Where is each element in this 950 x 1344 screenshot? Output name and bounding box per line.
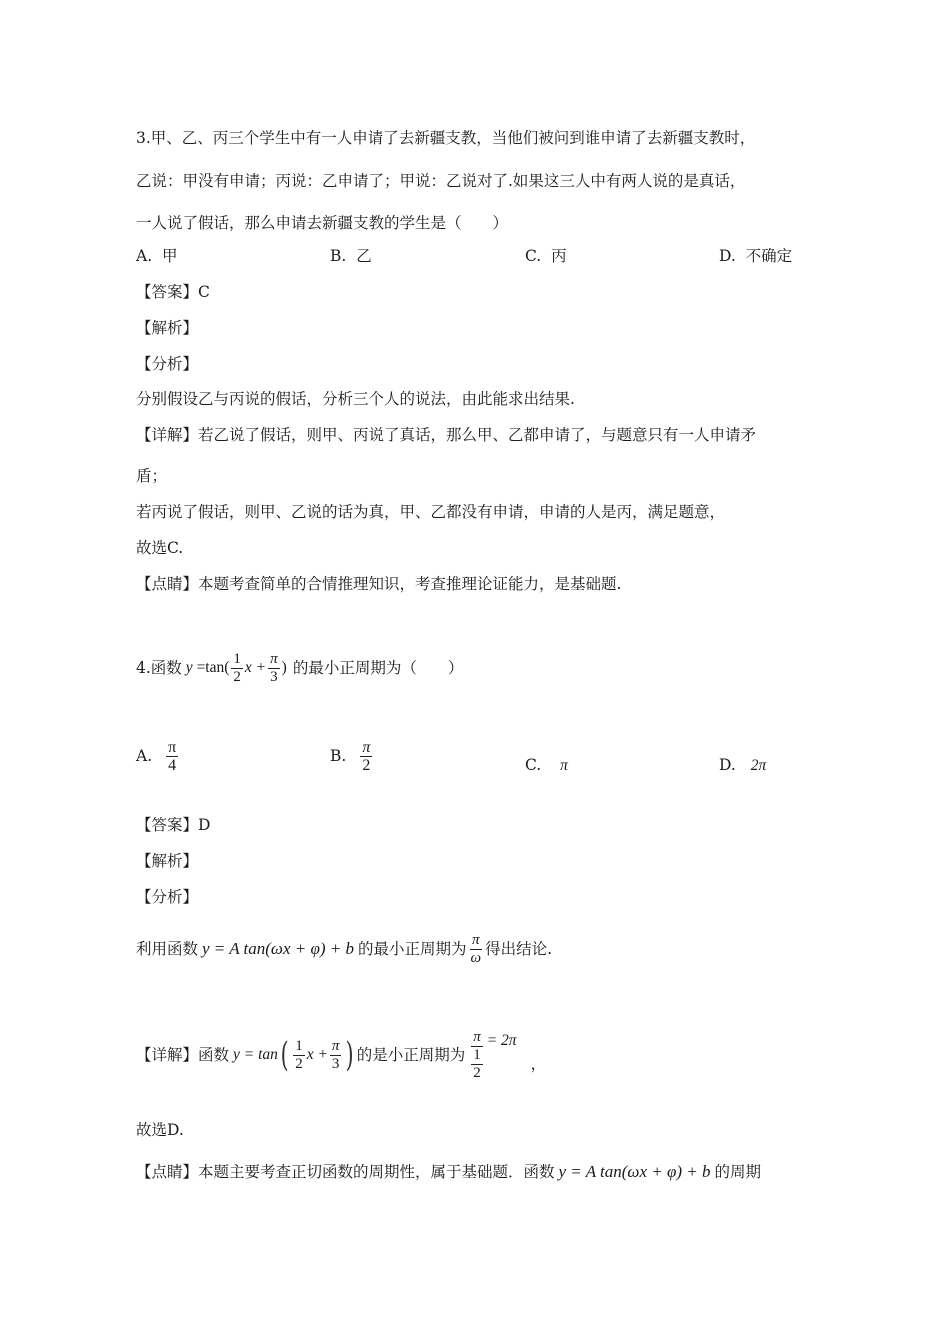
numerator: π — [362, 738, 371, 756]
option-text: 2π — [750, 757, 767, 774]
denominator: ω — [470, 949, 482, 966]
fenxi-formula: y = A tan(ωx + φ) + b — [202, 939, 354, 958]
period-result: = 2π — [486, 1031, 517, 1049]
numerator: π — [473, 1028, 481, 1045]
numerator: 1 — [295, 1037, 303, 1054]
q3-stem-line1: 3.甲、乙、丙三个学生中有一人申请了去新疆支教，当他们被问到谁申请了去新疆支教时， — [136, 129, 756, 147]
detail-fraction-half — [293, 1038, 305, 1073]
option-text: 乙 — [356, 247, 372, 265]
denominator: 4 — [168, 756, 177, 774]
q3-comment: 【点睛】本题考查简单的合情推理知识，考查推理论证能力，是基础题. — [136, 575, 622, 593]
q4-fenxi-heading: 【分析】 — [136, 888, 199, 906]
formula-y: y — [185, 659, 193, 676]
detail-mid: 的是小正周期为 — [356, 1046, 466, 1064]
q3-answer: 【答案】C — [136, 283, 210, 301]
q3-stem-line2: 乙说：甲没有申请；丙说：乙申请了；甲说：乙说对了.如果这三人中有两人说的是真话， — [136, 172, 746, 190]
denominator — [469, 1047, 485, 1082]
formula-close: ) — [281, 659, 287, 676]
q3-conclusion: 故选C. — [136, 539, 184, 557]
fenxi-mid: 的最小正周期为 — [358, 940, 467, 958]
option-letter: B. — [330, 247, 347, 265]
detail-comma: ， — [530, 1055, 547, 1073]
q4-jiexi-heading: 【解析】 — [136, 852, 199, 870]
fraction-pi-third — [268, 651, 280, 686]
option-letter: A. — [136, 247, 153, 265]
formula-x: x + — [244, 659, 267, 676]
right-paren: ) — [346, 1035, 355, 1075]
denominator: 3 — [331, 1055, 340, 1072]
fenxi-fraction — [469, 932, 484, 967]
q3-stem-line3: 一人说了假话，那么申请去新疆支教的学生是（ ） — [136, 214, 509, 232]
option-letter: C. — [525, 247, 542, 265]
inner-numerator: 1 — [473, 1046, 481, 1063]
q4-answer: 【答案】D — [136, 816, 211, 834]
detail-period-expression — [467, 1029, 516, 1082]
formula-tan: =tan( — [196, 659, 230, 676]
option-letter: C. — [525, 756, 542, 774]
numerator: π — [331, 1037, 340, 1054]
q4-option-b — [330, 732, 374, 780]
option-letter: A. — [136, 747, 153, 765]
q4-option-d — [719, 755, 766, 776]
denominator: 2 — [362, 756, 371, 774]
detail-x: x + — [306, 1046, 328, 1063]
denominator: 2 — [233, 668, 241, 685]
fenxi-post: 得出结论. — [485, 940, 553, 958]
q4-prefix: 4.函数 — [136, 659, 182, 677]
q4-suffix: 的最小正周期为（ ） — [292, 659, 464, 677]
q3-option-b — [330, 246, 372, 266]
q4-stem — [136, 648, 463, 688]
inner-denominator: 2 — [473, 1064, 481, 1081]
option-fraction — [166, 739, 178, 774]
denominator: 2 — [295, 1055, 303, 1072]
comment-pre: 【点睛】本题主要考查正切函数的周期性，属于基础题．函数 — [136, 1163, 555, 1181]
numerator: π — [270, 650, 278, 667]
fraction-half — [231, 651, 243, 686]
q3-option-c — [525, 246, 567, 266]
denominator: 3 — [270, 668, 278, 685]
option-text: π — [560, 757, 568, 774]
q3-detail-line2: 盾； — [136, 467, 168, 485]
option-text: 不确定 — [745, 247, 793, 265]
q4-detail-line — [136, 1020, 546, 1090]
q4-fenxi-line — [136, 924, 552, 974]
comment-post: 的周期 — [714, 1163, 762, 1181]
q3-fenxi-heading: 【分析】 — [136, 355, 199, 373]
option-letter: D. — [719, 756, 736, 774]
q4-conclusion: 故选D. — [136, 1121, 184, 1139]
option-text: 甲 — [161, 247, 178, 265]
q3-detail-line3: 若丙说了假话，则甲、乙说的话为真，甲、乙都没有申请，申请的人是丙，满足题意， — [136, 503, 726, 521]
q4-comment-line — [136, 1152, 761, 1192]
left-paren: ( — [280, 1035, 289, 1075]
option-fraction — [360, 739, 372, 774]
numerator: π — [472, 931, 480, 948]
detail-formula — [233, 1045, 278, 1065]
q4-option-c — [525, 755, 568, 776]
q4-formula — [186, 648, 287, 688]
option-letter: B. — [330, 747, 347, 765]
q3-jiexi-heading: 【解析】 — [136, 319, 199, 337]
numerator: 1 — [233, 650, 241, 667]
option-letter: D. — [719, 247, 736, 265]
option-text: 丙 — [551, 247, 567, 265]
comment-formula: y = A tan(ωx + φ) + b — [558, 1162, 711, 1181]
q4-option-a — [136, 732, 180, 780]
q3-option-d — [719, 246, 792, 266]
formula-y-tan: y = tan — [233, 1046, 278, 1063]
detail-fraction-pi-third — [330, 1038, 342, 1073]
q3-option-a — [136, 246, 178, 266]
detail-pre: 【详解】函数 — [136, 1046, 230, 1064]
numerator: π — [168, 738, 177, 756]
fenxi-pre: 利用函数 — [136, 940, 199, 958]
q3-detail-line1: 【详解】若乙说了假话，则甲、丙说了真话，那么甲、乙都申请了，与题意只有一人申请矛 — [136, 426, 757, 444]
period-fraction — [469, 1029, 485, 1082]
q3-fenxi-text: 分别假设乙与丙说的假话，分析三个人的说法，由此能求出结果. — [136, 390, 575, 408]
